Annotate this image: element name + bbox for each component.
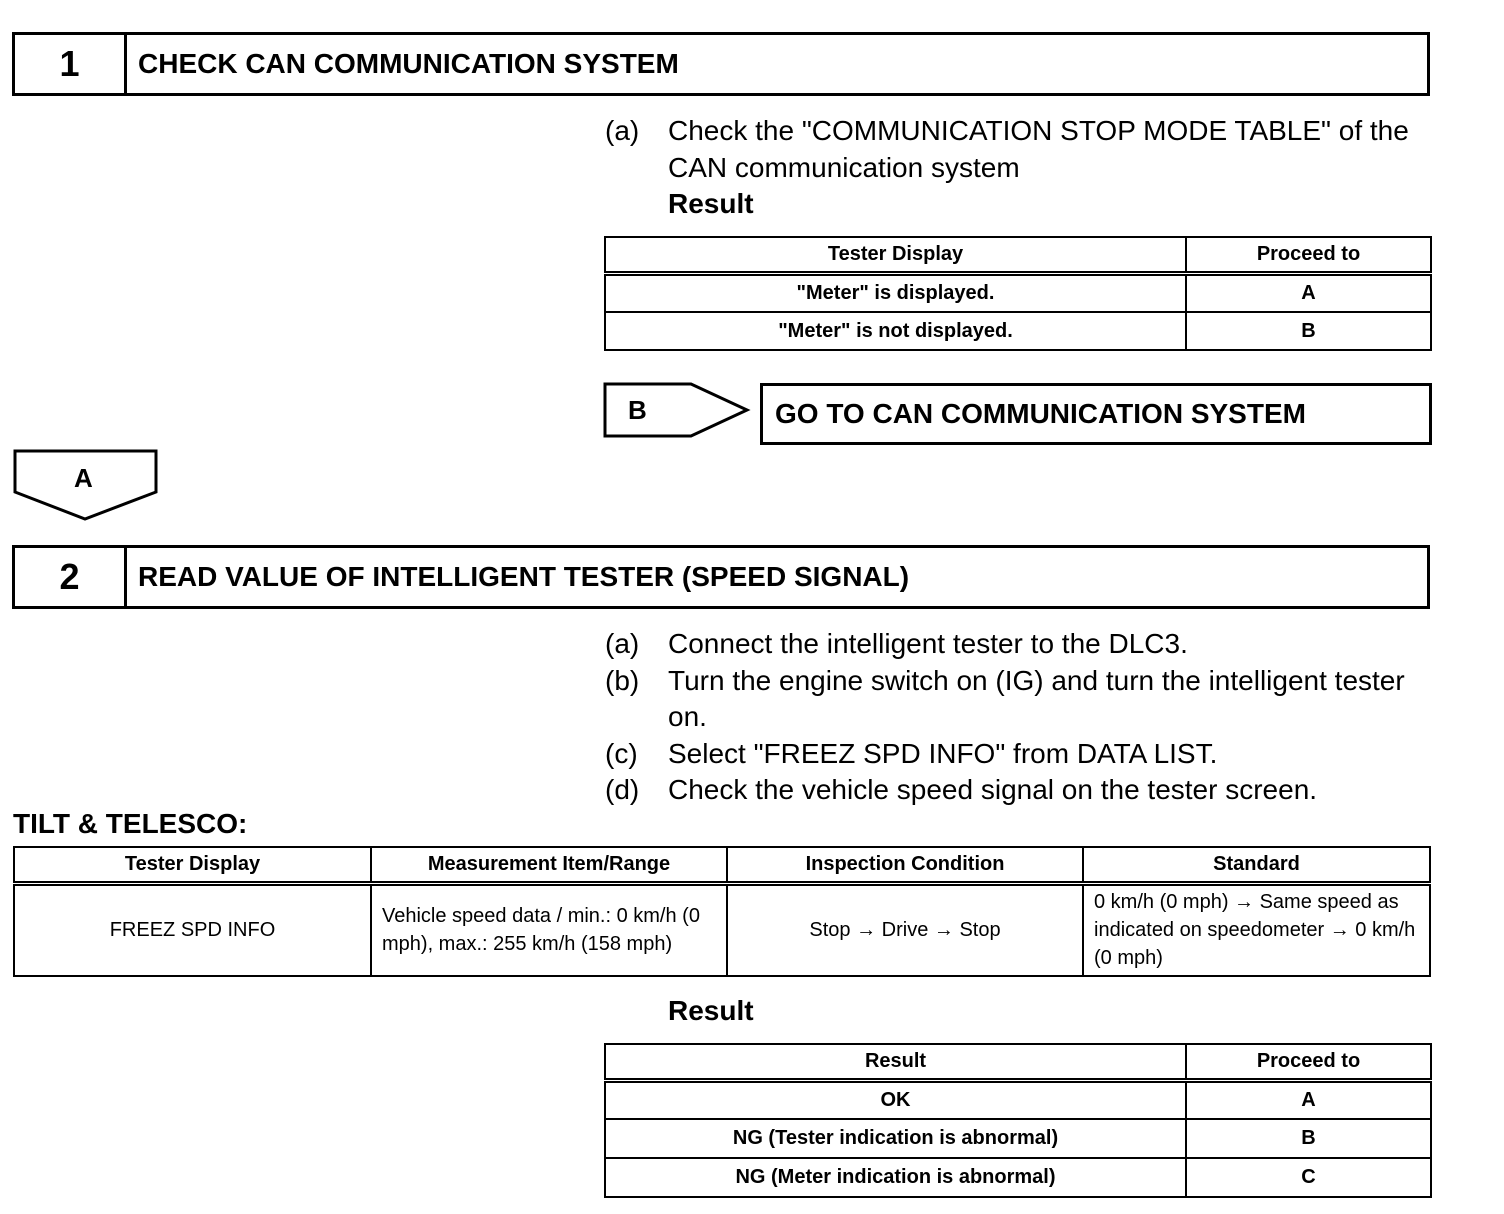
instruction-item (605, 626, 1435, 663)
instruction-text: Select "FREEZ SPD INFO" from DATA LIST. (668, 737, 1218, 769)
instruction-label: (d) (605, 774, 640, 805)
instruction-label: (a) (605, 115, 640, 146)
step-2-title: READ VALUE OF INTELLIGENT TESTER (SPEED SIGNAL) (138, 561, 910, 592)
instruction-text: Turn the engine switch on (IG) and turn the intelligent tester on. (668, 664, 1405, 732)
result-heading-row (605, 186, 1435, 223)
step-2-instructions (605, 626, 1435, 809)
table-cell: C (1186, 1158, 1431, 1197)
table-cell: 0 km/h (0 mph) → Same speed as indicated on speedometer → 0 km/h (0 mph) (1083, 883, 1430, 976)
table-cell: A (1186, 273, 1431, 312)
step-1-header (12, 32, 1430, 96)
table-cell: B (1186, 312, 1431, 350)
branch-a-label: A (74, 463, 93, 493)
step-1-result-table (604, 236, 1432, 351)
instruction-text: Connect the intelligent tester to the DLC3. (668, 628, 1188, 659)
instruction-text: Check the "COMMUNICATION STOP MODE TABLE" of the CAN communication system (668, 115, 1409, 183)
branch-b-arrow (603, 381, 753, 441)
step-1-number: 1 (15, 35, 127, 93)
instruction-label: (b) (605, 664, 640, 696)
goto-can-communication-box: GO TO CAN COMMUNICATION SYSTEM (760, 383, 1432, 445)
table-cell: OK (605, 1080, 1186, 1119)
column-header: Inspection Condition (727, 847, 1083, 883)
column-header: Tester Display (605, 237, 1186, 273)
data-list-table (13, 846, 1431, 977)
table-cell: "Meter" is not displayed. (605, 312, 1186, 350)
table-cell: B (1186, 1119, 1431, 1158)
column-header: Measurement Item/Range (371, 847, 727, 883)
instruction-item (605, 663, 1435, 736)
table-row (14, 883, 1430, 976)
instruction-item (605, 113, 1435, 186)
table-cell: "Meter" is displayed. (605, 273, 1186, 312)
step-1-instructions (605, 113, 1435, 223)
column-header: Proceed to (1186, 237, 1431, 273)
table-row (605, 1080, 1431, 1119)
column-header: Result (605, 1044, 1186, 1080)
instruction-text: Check the vehicle speed signal on the tester screen. (668, 774, 1318, 805)
table-cell: NG (Meter indication is abnormal) (605, 1158, 1186, 1197)
step-1-title: CHECK CAN COMMUNICATION SYSTEM (138, 48, 679, 79)
column-header: Tester Display (14, 847, 371, 883)
table-row (605, 312, 1431, 350)
table-cell: NG (Tester indication is abnormal) (605, 1119, 1186, 1158)
table-row (605, 1119, 1431, 1158)
instruction-item (605, 736, 1435, 773)
step-2-result-table (604, 1043, 1432, 1198)
column-header: Proceed to (1186, 1044, 1431, 1080)
table-row (605, 1158, 1431, 1197)
step-2-number: 2 (15, 548, 127, 606)
table-cell: A (1186, 1080, 1431, 1119)
result-heading: Result (668, 995, 754, 1026)
instruction-label: (c) (605, 737, 638, 769)
table-cell: FREEZ SPD INFO (14, 883, 371, 976)
table-row (605, 273, 1431, 312)
table-cell: Vehicle speed data / min.: 0 km/h (0 mph), max.: 255 km/h (158 mph) (371, 883, 727, 976)
column-header: Standard (1083, 847, 1430, 883)
table-cell: Stop → Drive → Stop (727, 883, 1083, 976)
result-heading: Result (668, 188, 754, 219)
instruction-label: (a) (605, 628, 640, 659)
instruction-item (605, 772, 1435, 809)
step-2-header (12, 545, 1430, 609)
tilt-telesco-label: TILT & TELESCO: (13, 808, 248, 839)
branch-b-label: B (628, 395, 647, 425)
